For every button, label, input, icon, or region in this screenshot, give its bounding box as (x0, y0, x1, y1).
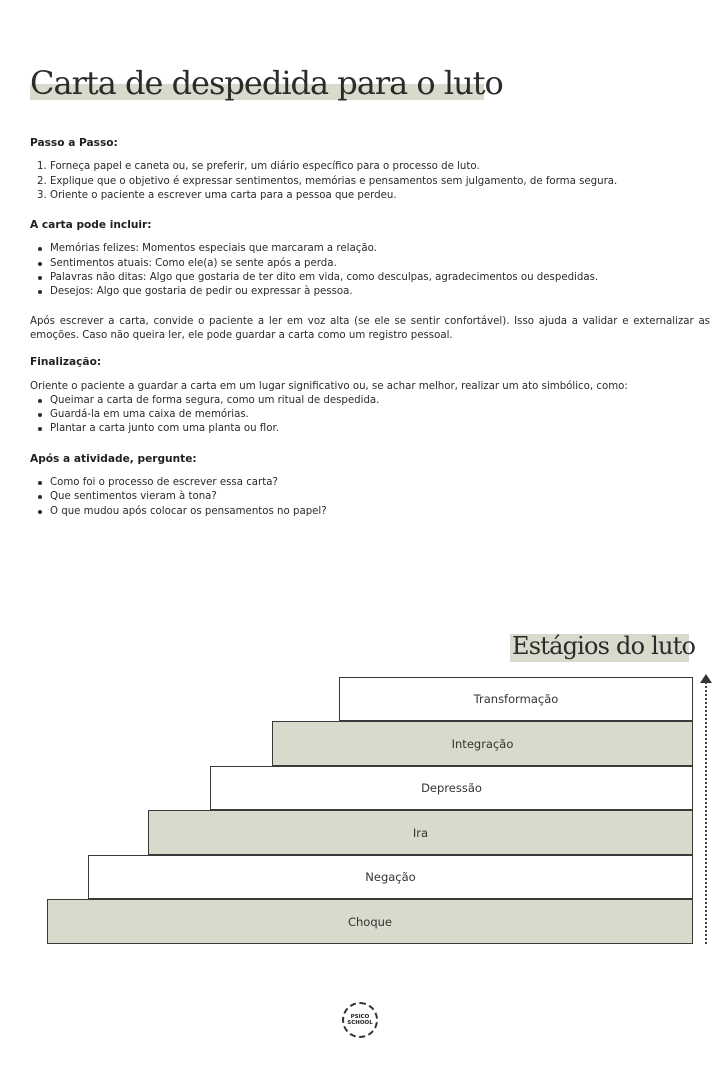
finalizacao-heading: Finalização: (30, 356, 102, 369)
stage-step-choque: Choque (47, 899, 693, 944)
carta-item: Palavras não ditas: Algo que gostaria de ter dito em vida, como desculpas, agradecimentos ou despedidas. (38, 271, 710, 285)
passo-item: 2. Explique que o objetivo é expressar sentimentos, memórias e pensamentos sem julgamento, de forma segura. (37, 175, 618, 187)
psico-school-logo (342, 1002, 378, 1038)
apos-list (30, 476, 710, 519)
stage-step-integracao: Integração (272, 721, 693, 766)
stage-step-ira: Ira (148, 810, 693, 855)
passo-item: 1. Forneça papel e caneta ou, se preferir, um diário específico para o processo de luto. (37, 161, 480, 173)
carta-list (30, 242, 710, 299)
stage-step-transformacao: Transformação (339, 677, 693, 721)
carta-heading: A carta pode incluir: (30, 219, 152, 232)
finalizacao-list (30, 394, 710, 437)
apos-heading: Após a atividade, pergunte: (30, 452, 197, 465)
carta-paragraph: Após escrever a carta, convide o paciente a ler em voz alta (se ele se sentir confortável). Isso ajuda a validar e externalizar as emoções. Caso não queira ler, ele pode guardar a carta como um registro pessoal. (30, 315, 710, 341)
main-content (30, 136, 710, 519)
passo-item: 3. Oriente o paciente a escrever uma carta para a pessoa que perdeu. (37, 189, 397, 201)
carta-item: Memórias felizes: Momentos especiais que marcaram a relação. (38, 242, 710, 256)
carta-item: Sentimentos atuais: Como ele(a) se sente após a perda. (38, 257, 710, 271)
passo-list (30, 160, 710, 203)
finalizacao-item: Plantar a carta junto com uma planta ou flor. (38, 422, 710, 436)
finalizacao-intro: Oriente o paciente a guardar a carta em um lugar significativo ou, se achar melhor, realizar um ato simbólico, como: (30, 380, 628, 392)
carta-item: Desejos: Algo que gostaria de pedir ou expressar à pessoa. (38, 285, 710, 299)
stage-step-negacao: Negação (88, 855, 693, 899)
apos-item: Como foi o processo de escrever essa carta? (38, 476, 710, 490)
apos-item: O que mudou após colocar os pensamentos no papel? (38, 505, 710, 519)
logo-line1: PSICO (350, 1014, 370, 1020)
progress-arrow-line (705, 682, 707, 944)
title-block (30, 62, 503, 104)
apos-item: Que sentimentos vieram à tona? (38, 490, 710, 504)
finalizacao-item: Queimar a carta de forma segura, como um ritual de despedida. (38, 394, 710, 408)
logo-line2: SCHOOL (347, 1020, 373, 1026)
stages-title: Estágios do luto (512, 632, 696, 660)
page-title: Carta de despedida para o luto (30, 64, 503, 102)
passo-heading: Passo a Passo: (30, 137, 118, 149)
stage-step-depressao: Depressão (210, 766, 693, 810)
finalizacao-item: Guardá-la em uma caixa de memórias. (38, 408, 710, 422)
